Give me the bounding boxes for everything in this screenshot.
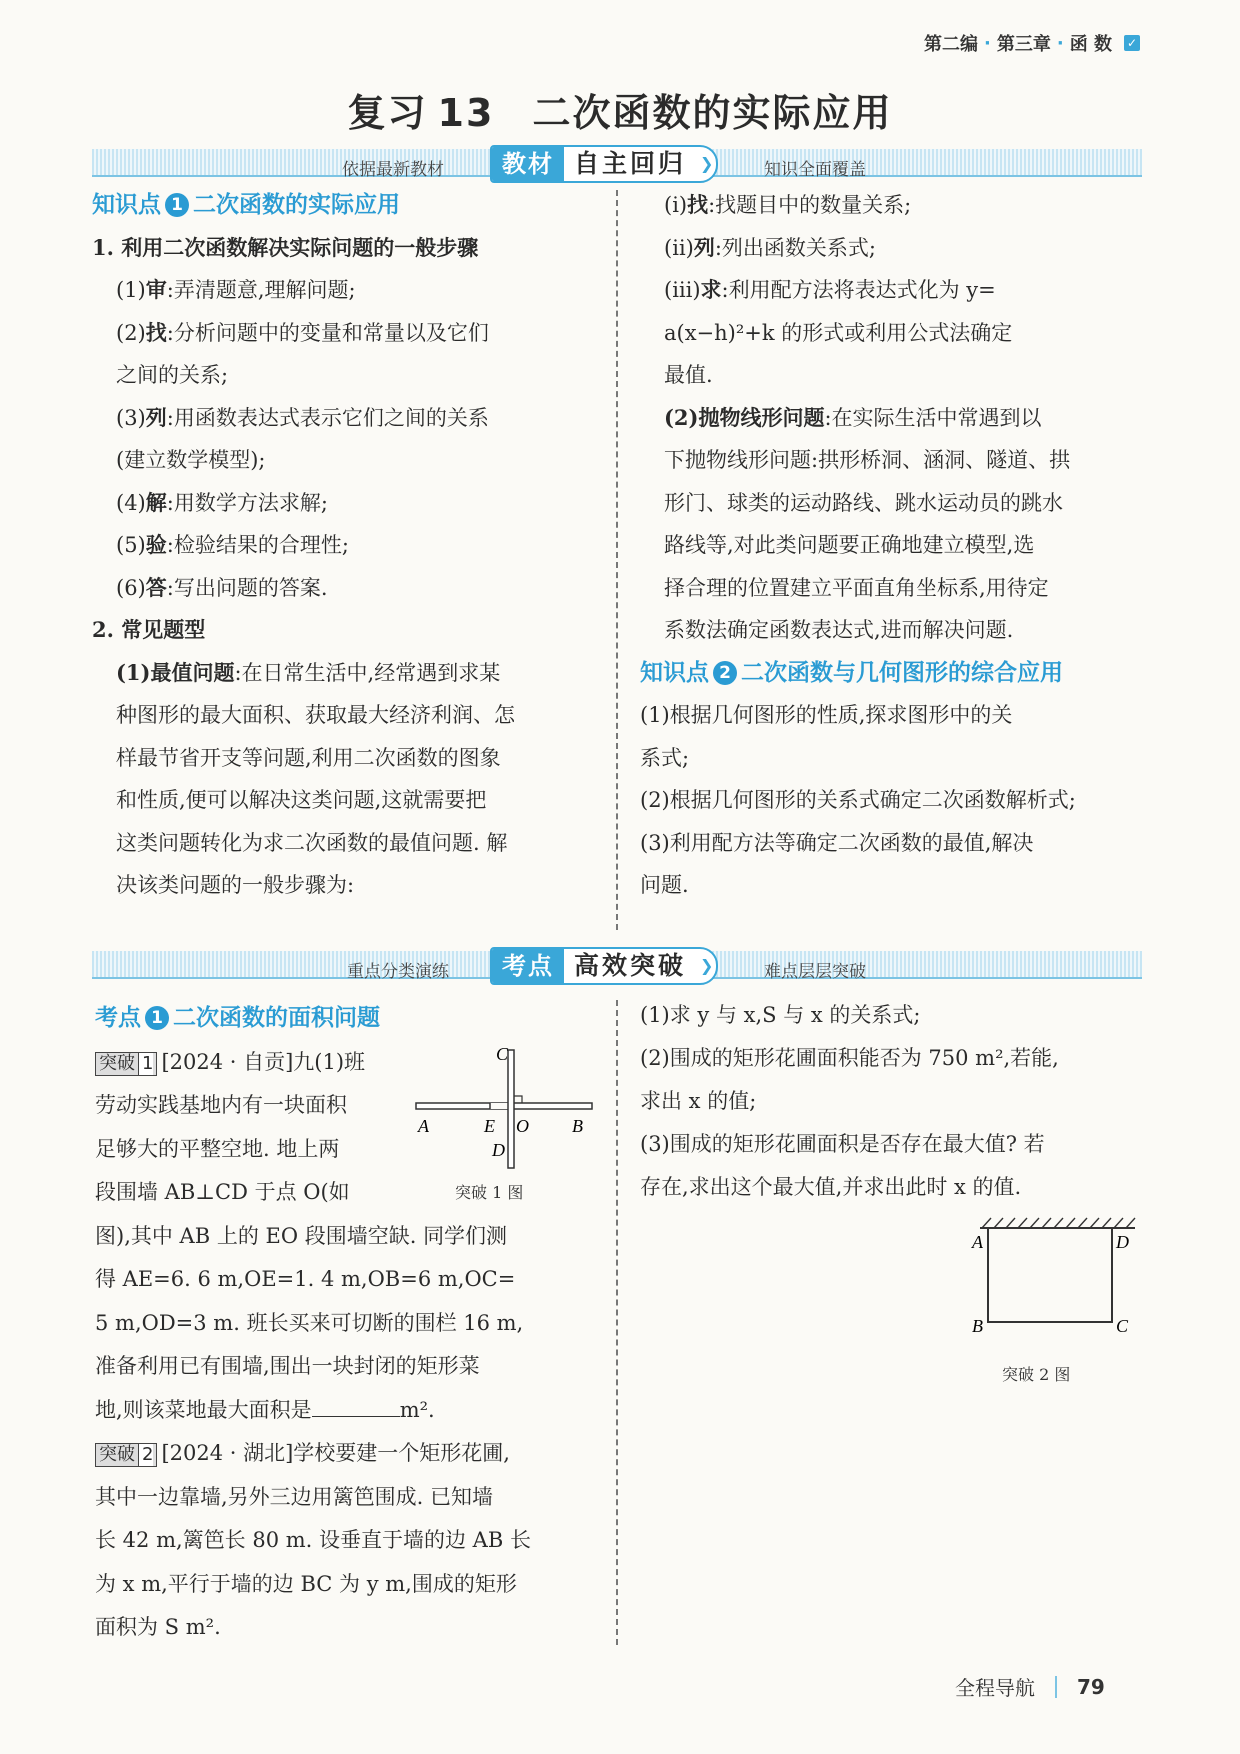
- t1-line: 5 m,OD=3 m. 班长买来可切断的围栏 16 m,: [95, 1310, 524, 1335]
- para-line: 这类问题转化为求二次函数的最值问题. 解: [116, 830, 508, 855]
- para-line: (1)最值问题:在日常生活中,经常遇到求某: [116, 659, 501, 685]
- banner-pill: [490, 947, 718, 985]
- right-column-upper: [640, 184, 1150, 907]
- banner-pill: [490, 145, 718, 183]
- t1-line: 劳动实践基地内有一块面积: [95, 1093, 347, 1117]
- title-text: 二次函数的实际应用: [532, 91, 893, 135]
- t1-line: 地,则该菜地最大面积是 m².: [95, 1397, 435, 1422]
- column-divider: [616, 190, 618, 930]
- chevron-right-icon: ❯: [700, 956, 714, 975]
- para-line: 择合理的位置建立平面直角坐标系,用待定: [664, 575, 1049, 600]
- t2-line: 为 x m,平行于墙的边 BC 为 y m,围成的矩形: [95, 1571, 517, 1596]
- label-d: D: [492, 1140, 505, 1160]
- figure-1: [410, 1040, 600, 1180]
- answer-blank[interactable]: [312, 1396, 400, 1417]
- label-c: C: [1116, 1316, 1129, 1336]
- step-line: 之间的关系;: [116, 363, 229, 387]
- wall-hatching: [982, 1218, 1135, 1228]
- number-badge-icon: 2: [713, 661, 737, 685]
- para-line: 路线等,对此类问题要正确地建立模型,选: [664, 533, 1035, 557]
- label-e: E: [484, 1116, 495, 1136]
- para-line: 样最节省开支等问题,利用二次函数的图象: [116, 745, 501, 770]
- para-line: 种图形的最大面积、获取最大经济利润、怎: [116, 703, 515, 727]
- label-c: C: [496, 1044, 509, 1064]
- tupo-badge: 突破 1: [95, 1052, 157, 1076]
- banner-right-note: 难点层层突破: [764, 962, 866, 982]
- section-banner-exam: [92, 947, 1142, 983]
- chapter-label: 第三章: [996, 34, 1051, 55]
- wall-gap-eo: [490, 1103, 510, 1109]
- step-line: (5)验:检验结果的合理性;: [116, 532, 349, 557]
- t1-line: 足够大的平整空地. 地上两: [95, 1136, 340, 1161]
- kp1-section1-title: 1. 利用二次函数解决实际问题的一般步骤: [92, 234, 479, 260]
- para-line: 决该类问题的一般步骤为:: [116, 873, 355, 897]
- right-angle-mark: [514, 1096, 522, 1103]
- banner-tag: 考点: [492, 949, 564, 983]
- substep-line: (ⅱ)列:列出函数关系式;: [664, 234, 876, 260]
- step-line: (4)解:用数学方法求解;: [116, 489, 328, 515]
- para-line: 和性质,便可以解决这类问题,这就需要把: [116, 788, 487, 812]
- banner-main: 自主回归: [574, 149, 687, 178]
- question-line: 求出 x 的值;: [640, 1089, 757, 1113]
- column-divider: [616, 1000, 618, 1645]
- para-line: (2)抛物线形问题:在实际生活中常遇到以: [664, 404, 1042, 430]
- question-line: 存在,求出这个最大值,并求出此时 x 的值.: [640, 1175, 1022, 1199]
- t1-line: 图),其中 AB 上的 EO 段围墙空缺. 同学们测: [95, 1223, 508, 1248]
- number-badge-icon: 1: [165, 193, 189, 217]
- page-number: 79: [1077, 1674, 1105, 1699]
- question-line: (3)围成的矩形花圃面积是否存在最大值? 若: [640, 1132, 1045, 1156]
- label-b: B: [972, 1316, 983, 1336]
- t1-line: 得 AE=6. 6 m,OE=1. 4 m,OB=6 m,OC=: [95, 1267, 516, 1291]
- para-line: 系数法确定函数表达式,进而解决问题.: [664, 618, 1014, 642]
- step-line: (2)找:分析问题中的变量和常量以及它们: [116, 319, 489, 345]
- banner-left-note: 重点分类演练: [347, 962, 449, 982]
- kp2-line: (1)根据几何图形的性质,探求图形中的关: [640, 703, 1013, 727]
- para-line: 下抛物线形问题:拱形桥洞、涵洞、隧道、拱: [664, 448, 1071, 472]
- t2-line: 突破 2 [2024 · 湖北]学校要建一个矩形花圃,: [95, 1432, 595, 1476]
- t2-line: 其中一边靠墙,另外三边用篱笆围成. 已知墙: [95, 1484, 494, 1509]
- kp1-heading: 知识点 1 二次函数的实际应用: [92, 192, 400, 218]
- figure-1-caption: 突破 1 图: [455, 1183, 524, 1202]
- kp2-heading: 知识点 2 二次函数与几何图形的综合应用: [640, 659, 1063, 686]
- footer-divider: [1055, 1676, 1057, 1698]
- part-label: 第二编: [924, 34, 979, 55]
- check-icon: ✓: [1124, 35, 1140, 51]
- page-footer: [955, 1672, 1105, 1701]
- label-o: O: [516, 1116, 529, 1136]
- substep-line: (ⅰ)找:找题目中的数量关系;: [664, 192, 912, 217]
- banner-right-note: 知识全面覆盖: [764, 160, 866, 180]
- substep-line: 最值.: [664, 363, 713, 387]
- kp2-line: (3)利用配方法等确定二次函数的最值,解决: [640, 830, 1034, 855]
- banner-left-note: 依据最新教材: [342, 160, 444, 180]
- title-label: 复习: [347, 91, 428, 135]
- running-header: [924, 30, 1140, 56]
- t1-line: 准备利用已有围墙,围出一块封闭的矩形菜: [95, 1354, 480, 1378]
- separator-dot: ·: [984, 32, 991, 54]
- figure-2: [960, 1208, 1140, 1338]
- t1-line: 突破 1 [2024 · 自贡]九(1)班: [95, 1041, 595, 1085]
- figure-2-caption: 突破 2 图: [1002, 1365, 1071, 1384]
- banner-tag: 教材: [492, 147, 564, 181]
- subject-label: 函 数: [1069, 34, 1112, 55]
- kp1-section2-title: 2. 常见题型: [92, 617, 206, 642]
- step-line: (6)答:写出问题的答案.: [116, 574, 328, 600]
- label-d: D: [1116, 1232, 1129, 1252]
- label-a: A: [418, 1116, 429, 1136]
- step-line: (1)审:弄清题意,理解问题;: [116, 277, 356, 302]
- label-b: B: [572, 1116, 583, 1136]
- tupo-badge: 突破 2: [95, 1443, 157, 1467]
- title-number: 13: [437, 91, 495, 135]
- kp2-line: (2)根据几何图形的关系式确定二次函数解析式;: [640, 788, 1076, 812]
- wall-cd: [508, 1050, 514, 1168]
- section-banner-textbook: [92, 145, 1142, 181]
- kp2-line: 系式;: [640, 745, 690, 770]
- exam1-heading: 考点 1 二次函数的面积问题: [95, 1005, 380, 1031]
- t1-line: 段围墙 AB⊥CD 于点 O(如: [95, 1180, 350, 1204]
- right-column-lower: [640, 994, 1150, 1209]
- chevron-right-icon: ❯: [700, 154, 714, 173]
- step-line: (建立数学模型);: [116, 448, 266, 472]
- substep-line: (ⅲ)求:利用配方法将表达式化为 y=: [664, 277, 996, 302]
- label-a: A: [972, 1232, 983, 1252]
- page-title: [0, 82, 1240, 137]
- number-badge-icon: 1: [145, 1006, 169, 1030]
- question-line: (1)求 y 与 x,S 与 x 的关系式;: [640, 1003, 921, 1027]
- rect-abcd: [988, 1228, 1112, 1322]
- t2-line: 面积为 S m².: [95, 1615, 221, 1639]
- para-line: 形门、球类的运动路线、跳水运动员的跳水: [664, 490, 1063, 515]
- t2-line: 长 42 m,篱笆长 80 m. 设垂直于墙的边 AB 长: [95, 1528, 531, 1552]
- separator-dot: ·: [1056, 32, 1064, 54]
- step-line: (3)列:用函数表达式表示它们之间的关系: [116, 404, 489, 430]
- banner-main: 高效突破: [574, 951, 687, 980]
- footer-brand: 全程导航: [955, 1676, 1035, 1700]
- substep-line: a(x−h)²+k 的形式或利用公式法确定: [664, 320, 1013, 345]
- kp2-line: 问题.: [640, 873, 689, 897]
- left-column-upper: [92, 184, 592, 907]
- question-line: (2)围成的矩形花圃面积能否为 750 m²,若能,: [640, 1046, 1059, 1070]
